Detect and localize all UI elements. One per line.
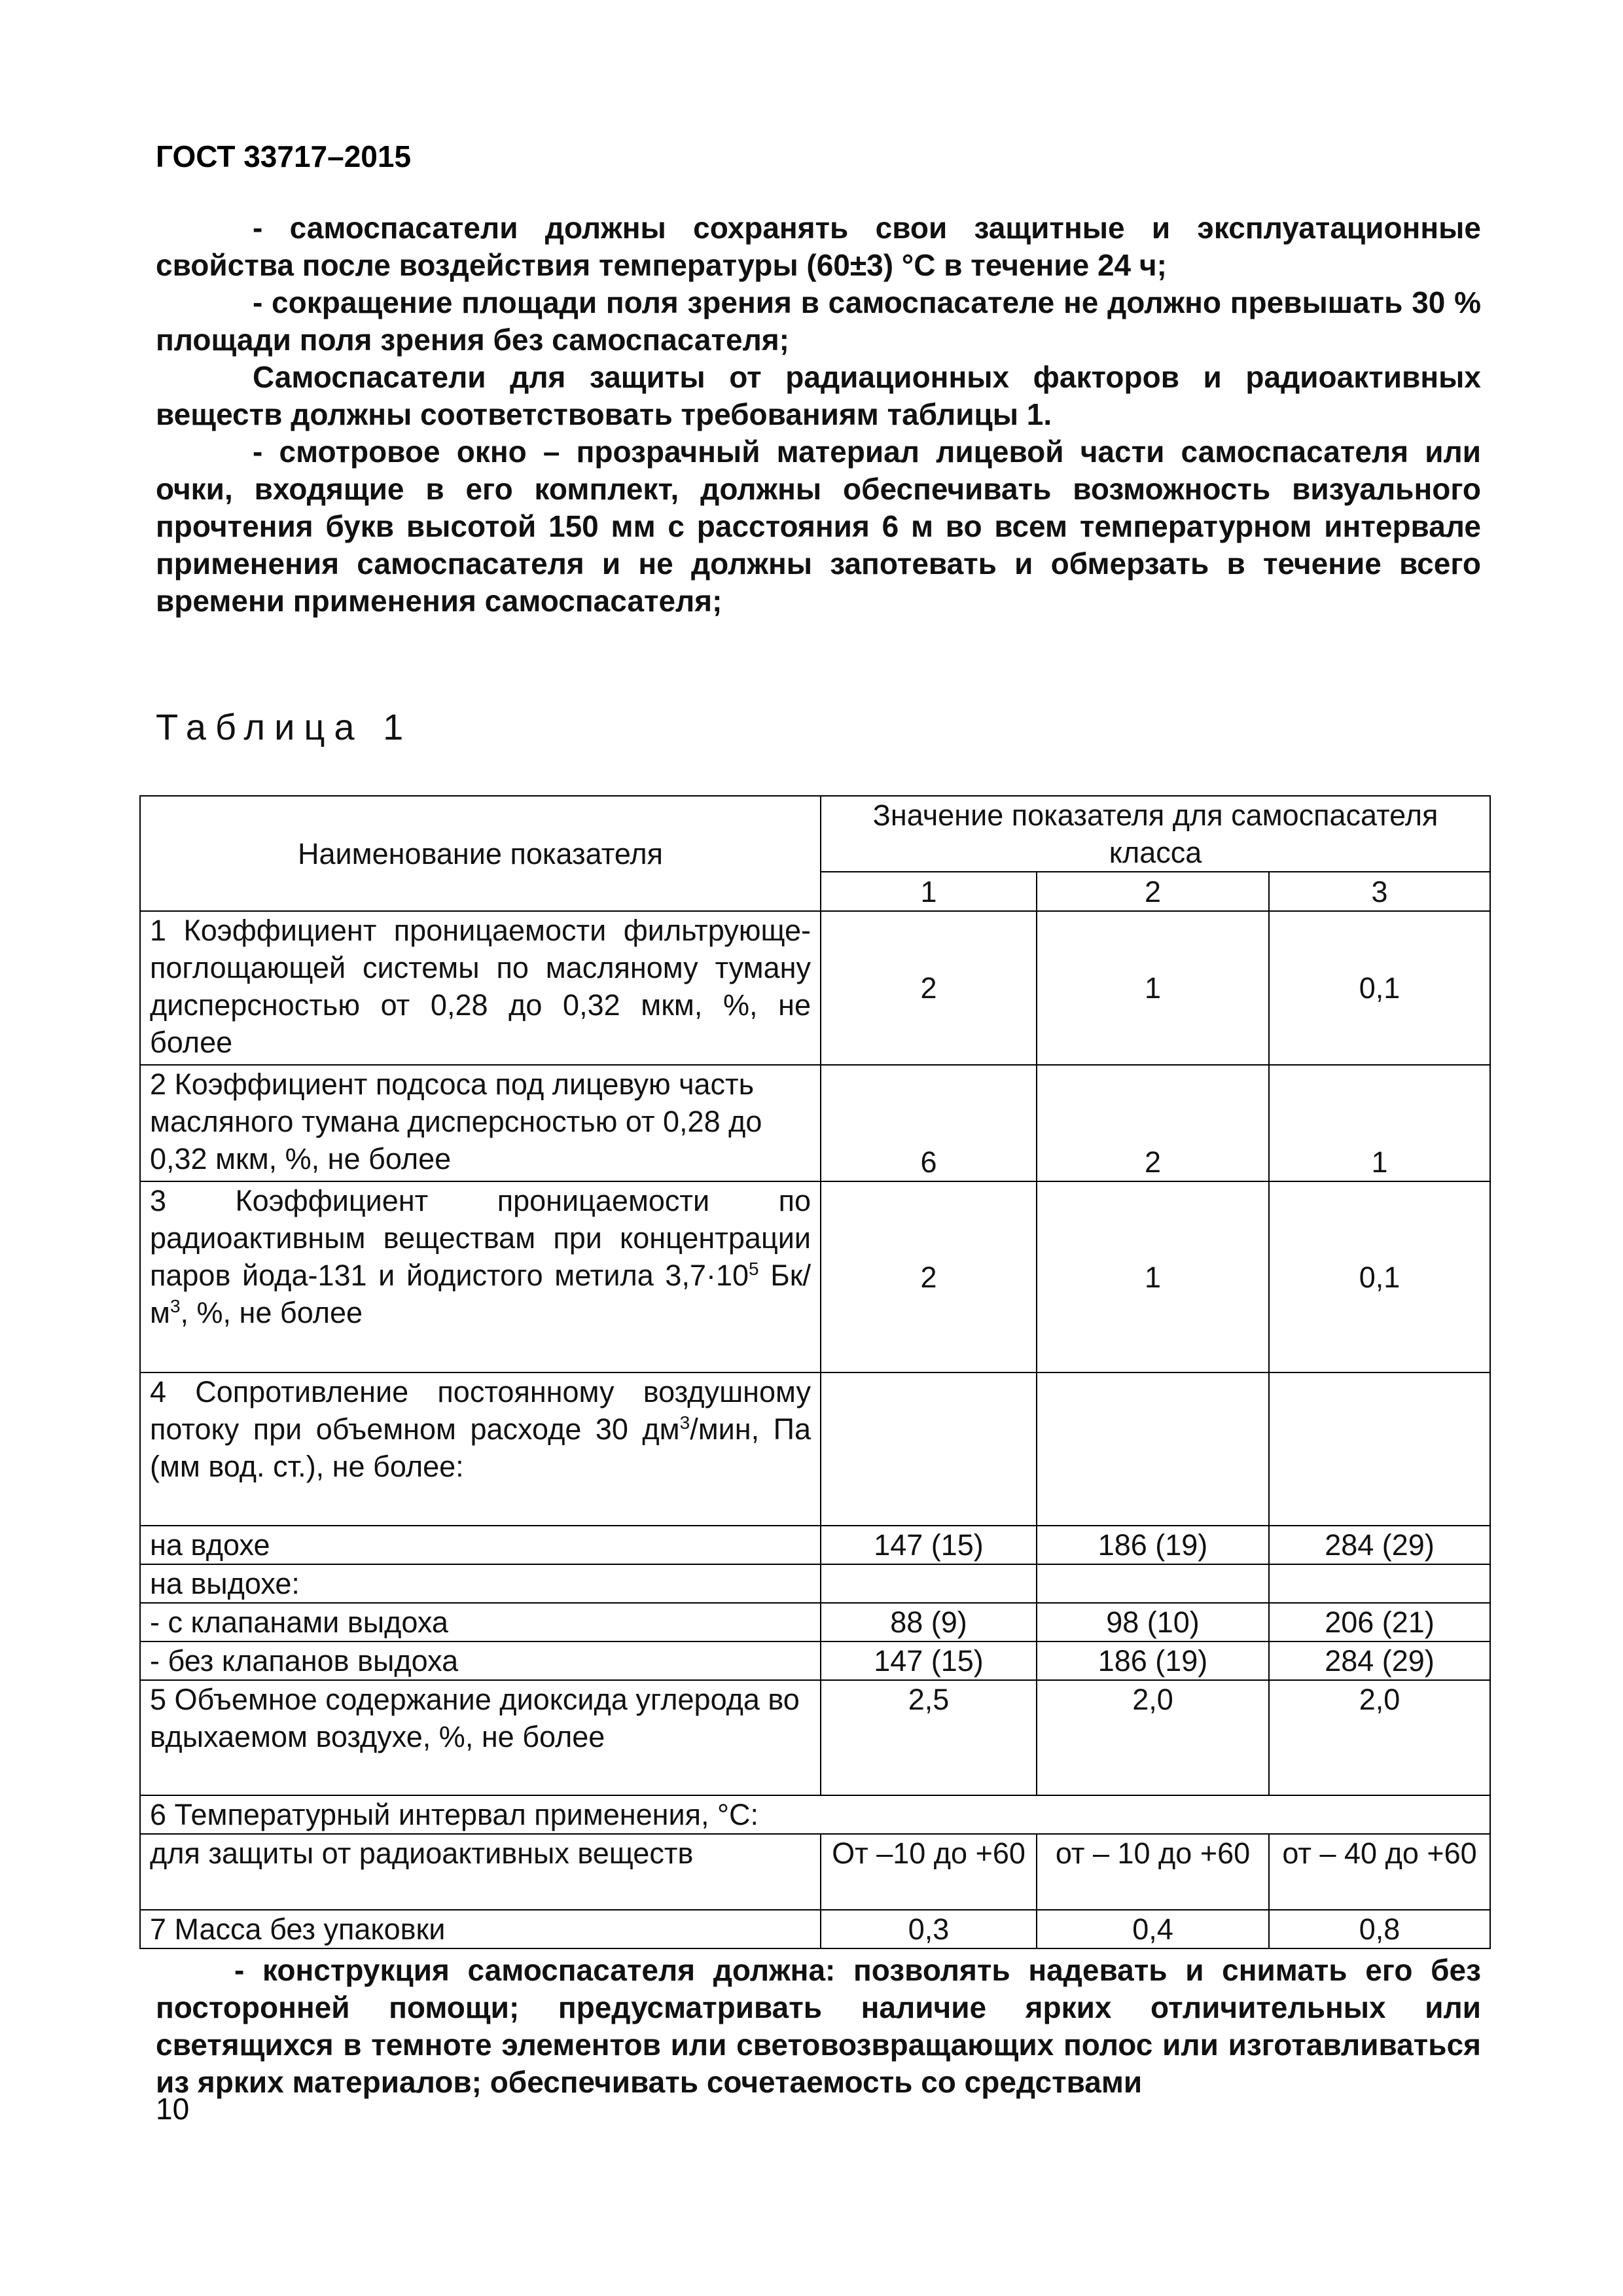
outro-text xyxy=(156,1952,1481,2101)
intro-text xyxy=(156,209,1481,620)
row-value: 147 (15) xyxy=(821,1641,1037,1680)
row-value: 0,1 xyxy=(1269,1181,1490,1372)
table-caption: Таблица 1 xyxy=(156,706,413,747)
header-name-column: Наименование показателя xyxy=(140,796,821,911)
row-label: 5 Объемное содержание диоксида углерода во вдыхаемом воздухе, %, не более xyxy=(140,1680,821,1795)
row-value: 2,0 xyxy=(1269,1680,1490,1795)
row-label xyxy=(140,1372,821,1526)
table-row xyxy=(140,1564,1490,1603)
table-row xyxy=(140,911,1490,1065)
row-value-empty xyxy=(821,1564,1037,1603)
row-value: 2 xyxy=(821,911,1037,1065)
row-value: 147 (15) xyxy=(821,1526,1037,1564)
table-row xyxy=(140,1910,1490,1948)
row-label-part: Бк/м xyxy=(150,1259,811,1329)
row-label: на выдохе: xyxy=(140,1564,821,1603)
table-row xyxy=(140,1795,1490,1834)
row-label-part: /мин, Па (мм вод. ст.), не более: xyxy=(150,1412,811,1483)
intro-paragraph: Самоспасатели для защиты от радиационных факторов и радиоактивных веществ должны соответствовать требованиям таблицы 1. xyxy=(156,360,1481,431)
row-label-part: , %, не более xyxy=(180,1296,363,1329)
intro-paragraph: - смотровое окно – прозрачный материал лицевой части самоспасателя или очки, входящие в его комплект, должны обеспечивать возможность визуального прочтения букв высотой 150 мм с расстояния 6 м во всем температурном интервале применения самоспасателя и не должны запотевать и обмерзать в течение всего времени применения самоспасателя; xyxy=(156,435,1481,618)
row-value-empty xyxy=(1037,1564,1269,1603)
row-label-part: 3 Коэффициент проницаемости по радиоактивным веществам при концентрации паров йода-131 и йодистого метила 3,7·10 xyxy=(150,1184,811,1292)
table-row xyxy=(140,1603,1490,1641)
row-label-part: 4 Сопротивление постоянному воздушному потоку при объемном расходе 30 дм xyxy=(150,1375,811,1446)
row-value: От –10 до +60 xyxy=(821,1834,1037,1910)
row-value: 1 xyxy=(1037,1181,1269,1372)
row-label xyxy=(140,1181,821,1372)
intro-paragraph: - сокращение площади поля зрения в самоспасателе не должно превышать 30 % площади поля зрения без самоспасателя; xyxy=(156,285,1481,357)
row-label: - без клапанов выдоха xyxy=(140,1641,821,1680)
row-value: 284 (29) xyxy=(1269,1641,1490,1680)
page-number: 10 xyxy=(156,2092,190,2126)
row-value-empty xyxy=(1269,1372,1490,1526)
table-row xyxy=(140,1181,1490,1372)
table-row xyxy=(140,1680,1490,1795)
row-value: от – 10 до +60 xyxy=(1037,1834,1269,1910)
row-label: - с клапанами выдоха xyxy=(140,1603,821,1641)
row-value: 186 (19) xyxy=(1037,1641,1269,1680)
table-row xyxy=(140,1372,1490,1526)
row-label: 2 Коэффициент подсоса под лицевую часть масляного тумана дисперсностью от 0,28 до 0,32 мкм, %, не более xyxy=(140,1065,821,1181)
superscript: 5 xyxy=(749,1259,759,1279)
row-label: для защиты от радиоактивных веществ xyxy=(140,1834,821,1910)
table-row xyxy=(140,1641,1490,1680)
row-value-empty xyxy=(1037,1372,1269,1526)
row-value: 0,1 xyxy=(1269,911,1490,1065)
document-header: ГОСТ 33717–2015 xyxy=(156,139,412,173)
header-value-group: Значение показателя для самоспасателя класса xyxy=(821,796,1490,872)
row-value: 88 (9) xyxy=(821,1603,1037,1641)
row-value: 2 xyxy=(821,1181,1037,1372)
data-table xyxy=(139,795,1491,1949)
row-value: 284 (29) xyxy=(1269,1526,1490,1564)
row-value-empty xyxy=(1269,1564,1490,1603)
row-label: 1 Коэффициент проницаемости фильтрующе-поглощающей системы по масляному туману дисперсностью от 0,28 до 0,32 мкм, %, не более xyxy=(140,911,821,1065)
row-value: 6 xyxy=(821,1065,1037,1181)
outro-paragraph: - конструкция самоспасателя должна: позволять надевать и снимать его без посторонней помощи; предусматривать наличие ярких отличительных или светящихся в темноте элементов или световозвращающих полос или изготавливаться из ярких материалов; обеспечивать сочетаемость со средствами xyxy=(156,1953,1481,2099)
table-row xyxy=(140,1834,1490,1910)
row-value: 0,8 xyxy=(1269,1910,1490,1948)
row-value: 2,5 xyxy=(821,1680,1037,1795)
row-value: 186 (19) xyxy=(1037,1526,1269,1564)
row-value: 0,3 xyxy=(821,1910,1037,1948)
row-value-empty xyxy=(821,1372,1037,1526)
row-label: 7 Масса без упаковки xyxy=(140,1910,821,1948)
row-value: 0,4 xyxy=(1037,1910,1269,1948)
row-value: 206 (21) xyxy=(1269,1603,1490,1641)
header-class-1: 1 xyxy=(821,872,1037,911)
table-header-row xyxy=(140,796,1490,872)
intro-paragraph: - самоспасатели должны сохранять свои защитные и эксплуатационные свойства после воздействия температуры (60±3) °С в течение 24 ч; xyxy=(156,211,1481,282)
superscript: 3 xyxy=(679,1412,690,1433)
row-label: на вдохе xyxy=(140,1526,821,1564)
row-value: 98 (10) xyxy=(1037,1603,1269,1641)
table-row xyxy=(140,1526,1490,1564)
row-value: 2 xyxy=(1037,1065,1269,1181)
row-value: 1 xyxy=(1037,911,1269,1065)
header-class-3: 3 xyxy=(1269,872,1490,911)
row-label: 6 Температурный интервал применения, °С: xyxy=(140,1795,1490,1834)
row-value: 1 xyxy=(1269,1065,1490,1181)
header-class-2: 2 xyxy=(1037,872,1269,911)
superscript: 3 xyxy=(169,1296,181,1316)
row-value: 2,0 xyxy=(1037,1680,1269,1795)
table-row xyxy=(140,1065,1490,1181)
row-value: от – 40 до +60 xyxy=(1269,1834,1490,1910)
